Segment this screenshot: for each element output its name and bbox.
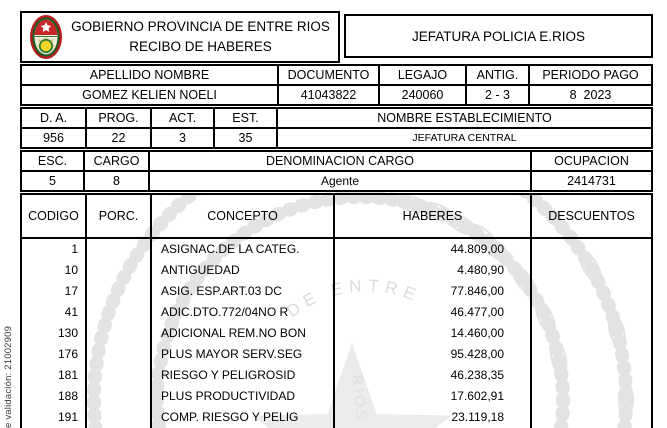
seal-arc-text: DE ENTRE <box>283 275 424 322</box>
value-ocupacion: 2414731 <box>530 172 651 190</box>
employee-labels-row <box>22 66 651 84</box>
header-band <box>20 11 653 63</box>
concept-row <box>22 344 651 365</box>
concept-code: 188 <box>57 389 78 403</box>
employee-box <box>20 64 653 106</box>
label-cargo: CARGO <box>83 152 148 170</box>
label-denominacion-cargo: DENOMINACION CARGO <box>148 152 530 170</box>
value-apellido-nombre: GOMEZ KELIEN NOELI <box>82 88 217 102</box>
concept-porc <box>85 281 150 302</box>
concept-code: 41 <box>64 305 78 319</box>
concept-porc <box>85 344 150 365</box>
label-periodo-pago: PERIODO PAGO <box>528 66 651 84</box>
concept-row <box>22 386 651 407</box>
concept-code: 10 <box>64 263 78 277</box>
concept-haberes: 23.119,18 <box>333 407 530 428</box>
concepts-header-row <box>22 195 651 239</box>
concept-haberes: 95.428,00 <box>333 344 530 365</box>
concept-descuentos <box>530 386 651 407</box>
concept-label: PLUS MAYOR SERV.SEG <box>150 344 333 365</box>
assignment-labels-row <box>22 109 651 127</box>
concept-code: 130 <box>57 326 78 340</box>
value-periodo-pago: 8 2023 <box>528 86 651 104</box>
header-porc: PORC. <box>85 195 150 237</box>
concepts-table <box>20 193 653 428</box>
concept-haberes: 44.809,00 <box>333 239 530 260</box>
issuer-header-box <box>20 11 340 63</box>
value-da: 956 <box>43 131 64 145</box>
value-documento: 41043822 <box>277 86 378 104</box>
concept-haberes: 17.602,91 <box>333 386 530 407</box>
value-act: 3 <box>150 129 213 147</box>
concept-label: ASIGNAC.DE LA CATEG. <box>150 239 333 260</box>
value-cargo: 8 <box>83 172 148 190</box>
validation-code-text: e validación: 21002909 <box>3 325 14 428</box>
assignment-box <box>20 107 653 149</box>
assignment-values-row <box>22 127 651 147</box>
value-antig: 2 - 3 <box>465 86 528 104</box>
header-haberes: HABERES <box>333 195 530 237</box>
concept-descuentos <box>530 260 651 281</box>
concept-porc <box>85 407 150 428</box>
header-concepto: CONCEPTO <box>150 195 333 237</box>
concept-row <box>22 260 651 281</box>
concept-code: 181 <box>57 368 78 382</box>
concept-row <box>22 281 651 302</box>
header-codigo: CODIGO <box>28 209 79 223</box>
entre-rios-coat-of-arms-icon <box>29 14 63 60</box>
label-antig: ANTIG. <box>465 66 528 84</box>
concept-label: ADIC.DTO.772/04NO R <box>150 302 333 323</box>
concept-descuentos <box>530 365 651 386</box>
label-est: EST. <box>213 109 276 127</box>
label-legajo: LEGAJO <box>378 66 465 84</box>
office-title: JEFATURA POLICIA E.RIOS <box>344 14 653 58</box>
concept-haberes: 77.846,00 <box>333 281 530 302</box>
concept-descuentos <box>530 407 651 428</box>
concept-porc <box>85 260 150 281</box>
concept-row <box>22 407 651 428</box>
concept-porc <box>85 239 150 260</box>
seal-side-text: RIOS <box>348 373 371 424</box>
concept-row <box>22 323 651 344</box>
concept-descuentos <box>530 281 651 302</box>
concept-label: ASIG. ESP.ART.03 DC <box>150 281 333 302</box>
label-da: D. A. <box>39 111 68 125</box>
government-title: GOBIERNO PROVINCIA DE ENTRE RIOS <box>71 19 330 34</box>
concept-code: 176 <box>57 347 78 361</box>
value-legajo: 240060 <box>378 86 465 104</box>
label-act: ACT. <box>150 109 213 127</box>
label-ocupacion: OCUPACION <box>530 152 651 170</box>
concept-label: COMP. RIESGO Y PELIG <box>150 407 333 428</box>
value-esc: 5 <box>49 174 56 188</box>
concept-label: PLUS PRODUCTIVIDAD <box>150 386 333 407</box>
concept-porc <box>85 365 150 386</box>
concept-label: RIESGO Y PELIGROSID <box>150 365 333 386</box>
document-title: RECIBO DE HABERES <box>129 39 272 54</box>
concept-descuentos <box>530 323 651 344</box>
label-apellido-nombre: APELLIDO NOMBRE <box>89 68 210 82</box>
concept-descuentos <box>530 239 651 260</box>
label-nombre-establecimiento: NOMBRE ESTABLECIMIENTO <box>276 109 651 127</box>
concept-haberes: 46.477,00 <box>333 302 530 323</box>
concept-label: ANTIGUEDAD <box>150 260 333 281</box>
label-esc: ESC. <box>37 154 68 168</box>
concept-code: 17 <box>64 284 78 298</box>
employee-values-row <box>22 84 651 104</box>
label-documento: DOCUMENTO <box>277 66 378 84</box>
concept-descuentos <box>530 344 651 365</box>
concept-porc <box>85 386 150 407</box>
concept-code: 191 <box>57 410 78 424</box>
position-box <box>20 150 653 192</box>
header-descuentos: DESCUENTOS <box>530 195 651 237</box>
concept-haberes: 4.480,90 <box>333 260 530 281</box>
concept-code: 1 <box>71 242 78 256</box>
concept-descuentos <box>530 302 651 323</box>
value-denominacion-cargo: Agente <box>148 172 530 190</box>
receipt-document <box>20 11 653 428</box>
concept-row <box>22 239 651 260</box>
value-prog: 22 <box>85 129 150 147</box>
concept-row <box>22 365 651 386</box>
value-nombre-establecimiento: JEFATURA CENTRAL <box>276 129 651 147</box>
concept-haberes: 14.460,00 <box>333 323 530 344</box>
concept-label: ADICIONAL REM.NO BON <box>150 323 333 344</box>
issuer-titles <box>63 17 338 57</box>
concept-porc <box>85 302 150 323</box>
concept-row <box>22 302 651 323</box>
position-values-row <box>22 170 651 190</box>
concept-haberes: 46.238,35 <box>333 365 530 386</box>
label-prog: PROG. <box>85 109 150 127</box>
value-est: 35 <box>213 129 276 147</box>
position-labels-row <box>22 152 651 170</box>
concept-porc <box>85 323 150 344</box>
